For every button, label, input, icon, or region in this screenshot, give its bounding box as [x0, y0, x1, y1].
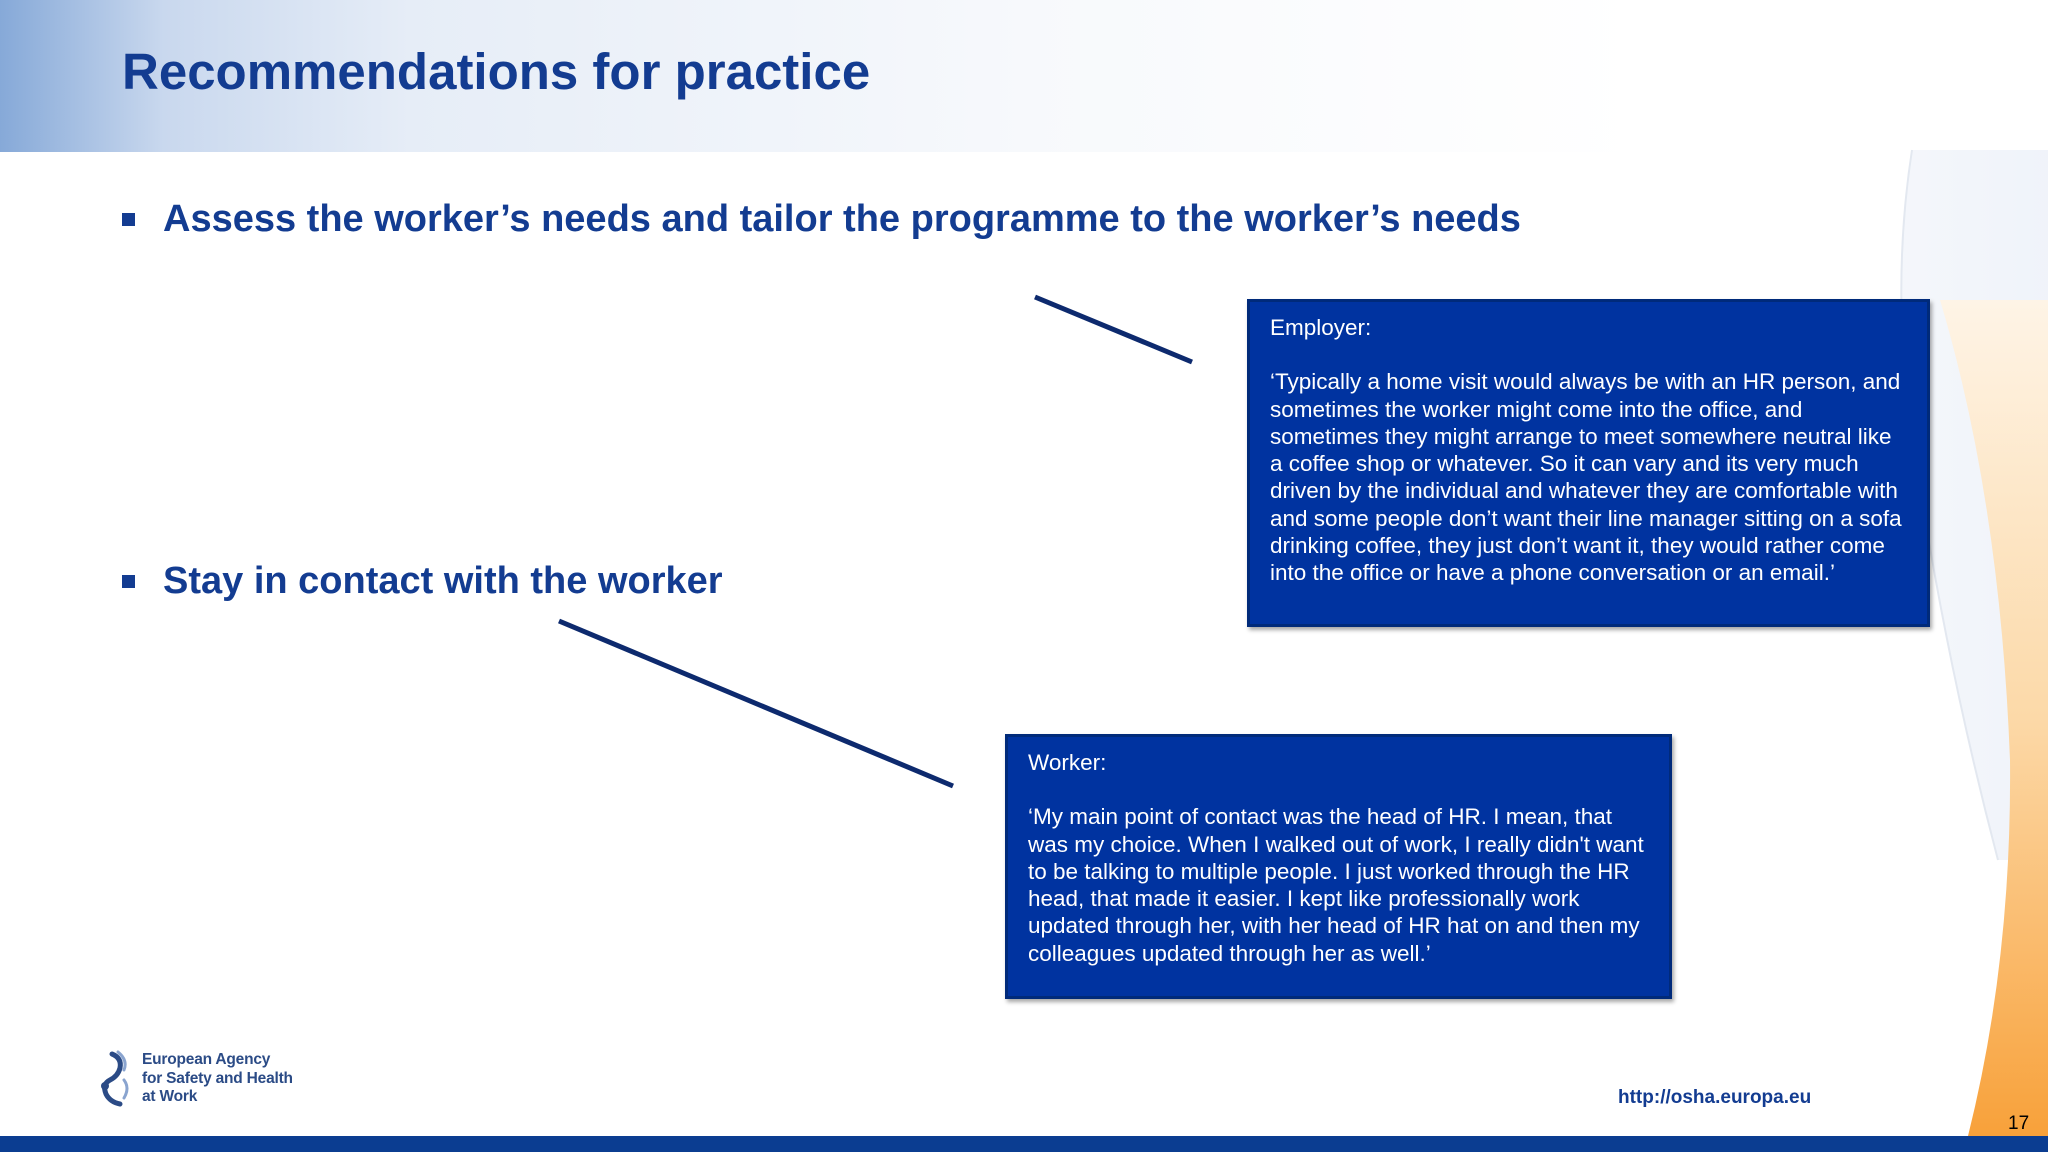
- quote-speaker: Employer:: [1270, 315, 1372, 340]
- eu-osha-logo: [98, 1050, 293, 1108]
- quote-text: ‘Typically a home visit would always be with an HR person, and sometimes the worker might come into the office, and sometimes they might arrange to meet somewhere neutral like a coffee shop or whatever. So it can vary and its very much driven by the individual and whatever they are comfortable with and some people don’t want their line manager sitting on a sofa drinking coffee, they just don’t want it, they would rather come into the office or have a phone conversation or an email.’: [1270, 369, 1902, 586]
- quote-speaker: Worker:: [1028, 750, 1107, 775]
- eu-osha-emblem-icon: [98, 1050, 134, 1108]
- bullet-assess-needs: [122, 198, 1521, 241]
- bullet-square-icon: [122, 213, 135, 226]
- worker-quote-box: [1005, 734, 1672, 999]
- footer-url-link[interactable]: http://osha.europa.eu: [1618, 1087, 1812, 1108]
- footer-bar: [0, 1136, 2048, 1152]
- bullet-text: Assess the worker’s needs and tailor the programme to the worker’s needs: [163, 198, 1521, 240]
- quote-text: ‘My main point of contact was the head of HR. I mean, that was my choice. When I walked out of work, I really didn't want to be talking to multiple people. I just worked through the HR head, that made it easier. I kept like professionally work updated through her, with her head of HR hat on and then my colleagues updated through her as well.’: [1028, 804, 1644, 966]
- logo-line: at Work: [142, 1088, 198, 1106]
- logo-text: [142, 1051, 293, 1107]
- page-title: Recommendations for practice: [122, 43, 871, 100]
- connector-line-worker: [559, 621, 953, 786]
- employer-quote-box: [1247, 299, 1930, 627]
- page-number: 17: [2008, 1113, 2030, 1134]
- logo-line: European Agency: [142, 1051, 271, 1069]
- bullet-square-icon: [122, 575, 135, 588]
- bullet-text: Stay in contact with the worker: [163, 560, 723, 602]
- connector-line-employer: [1035, 297, 1192, 362]
- bullet-stay-in-contact: [122, 560, 723, 603]
- logo-line: for Safety and Health: [142, 1069, 293, 1087]
